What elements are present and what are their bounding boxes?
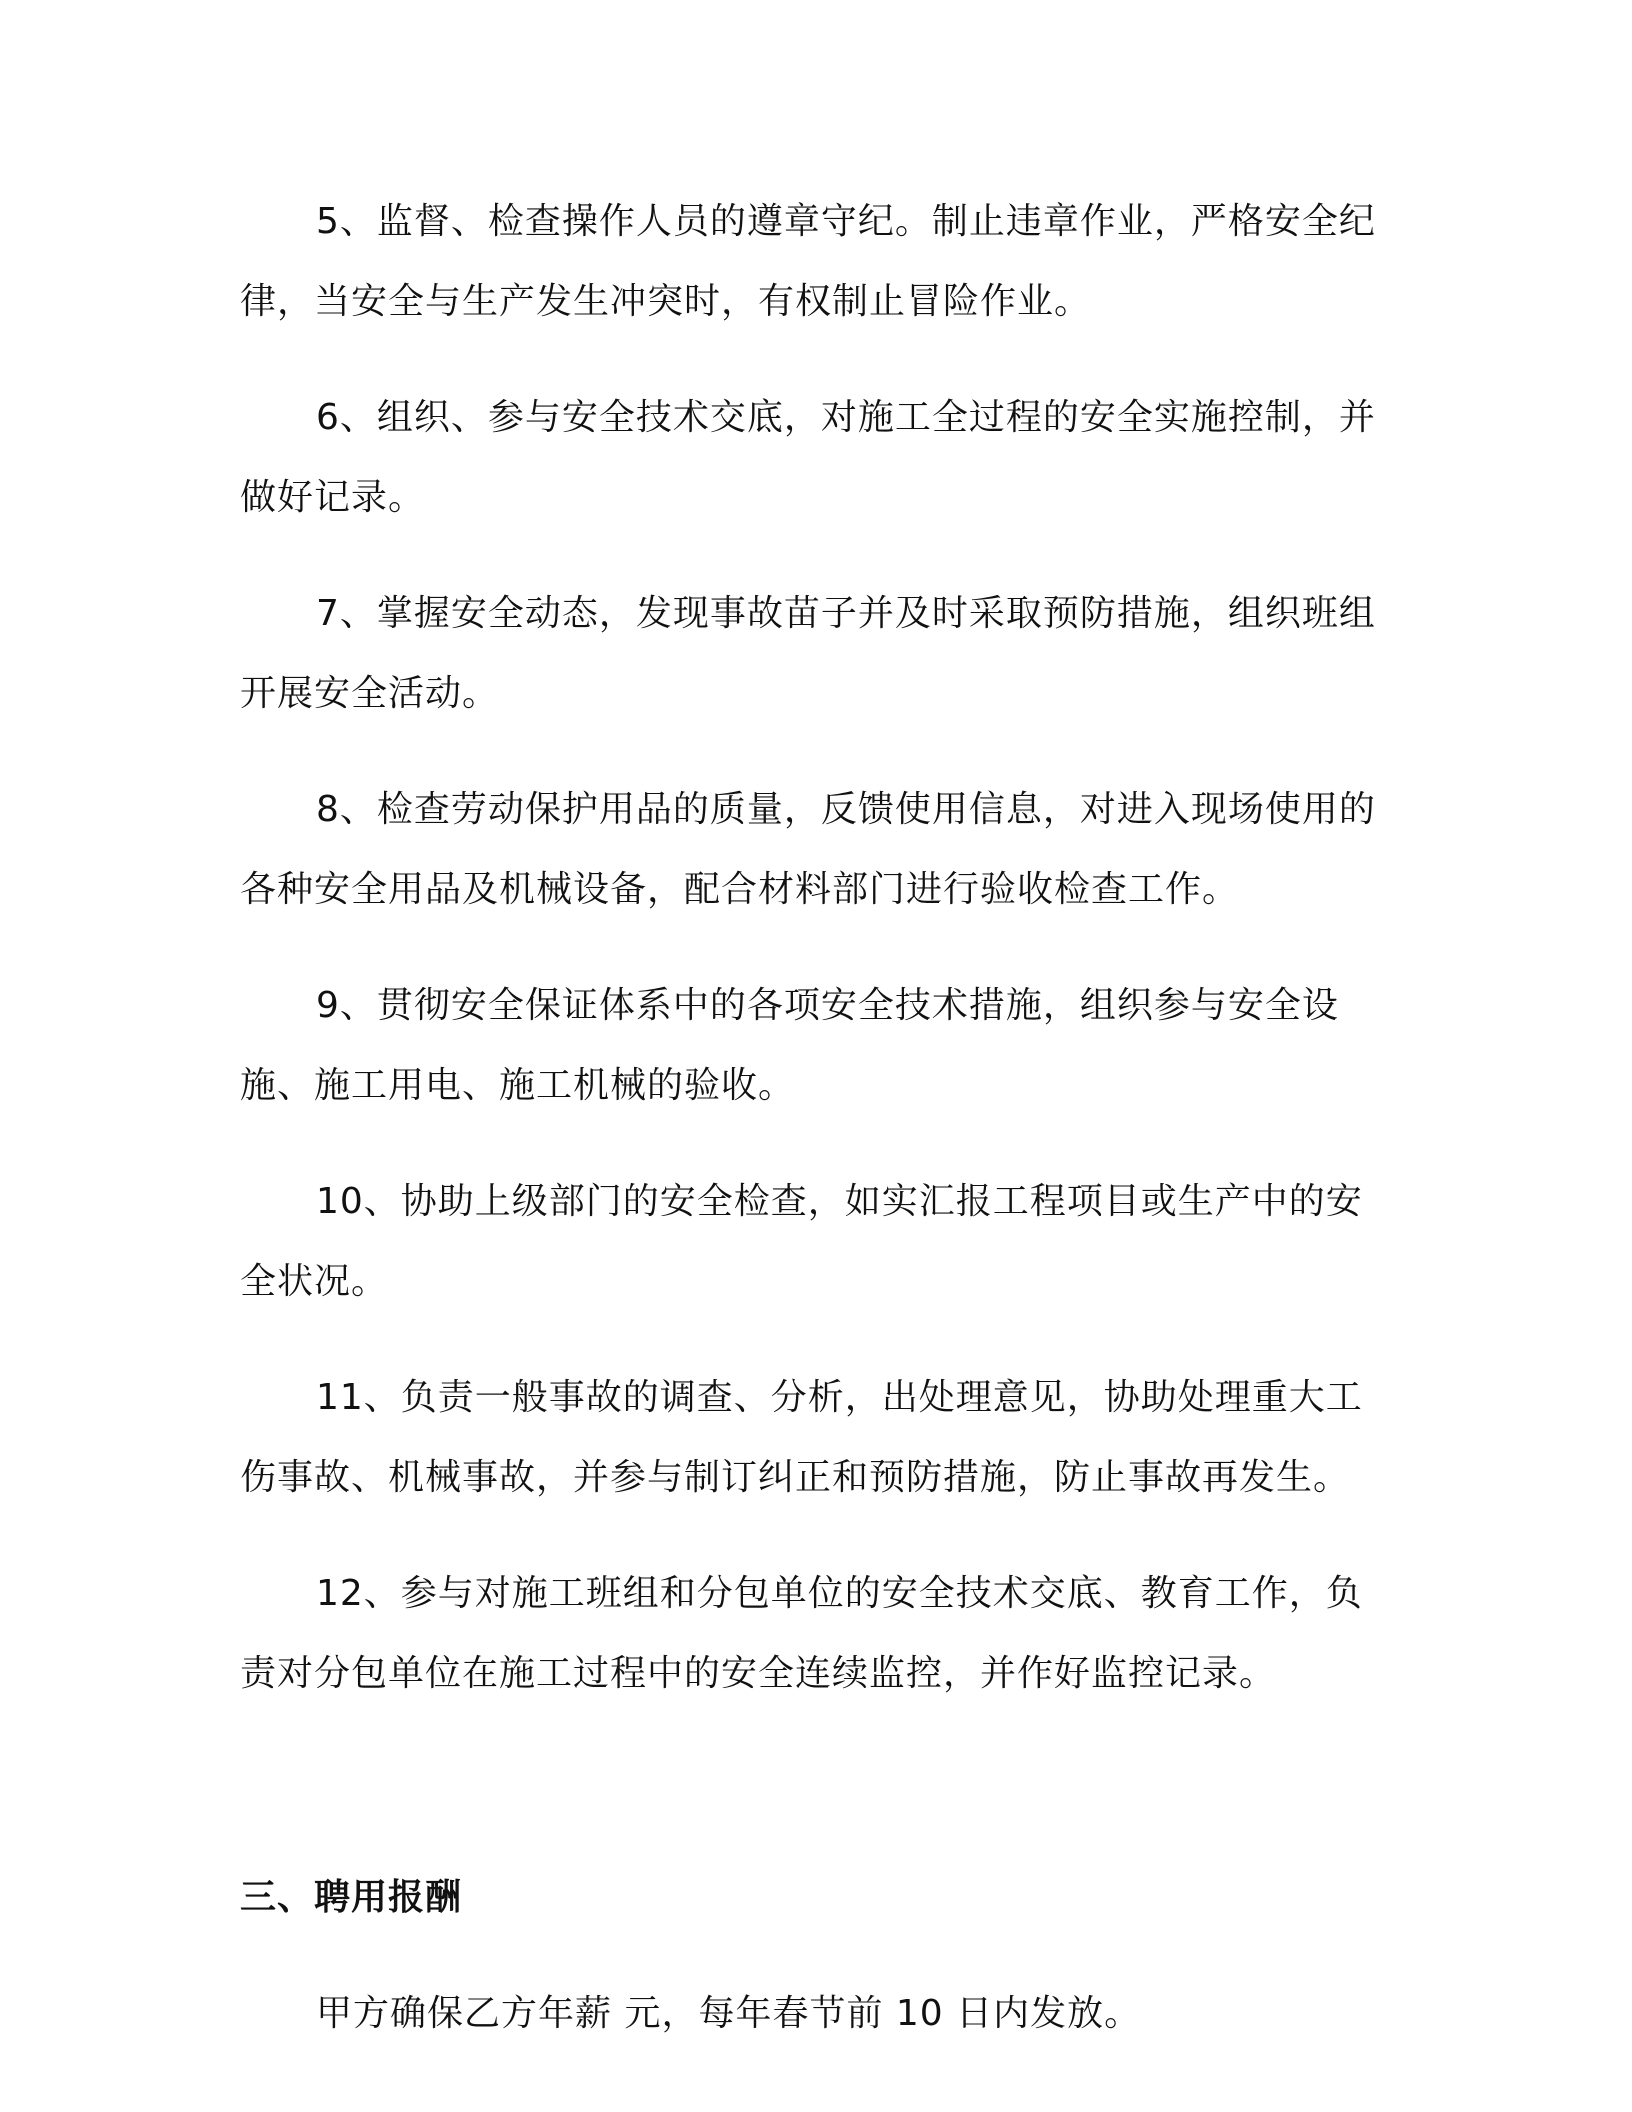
duty-item-9: 9、贯彻安全保证体系中的各项安全技术措施，组织参与安全设施、施工用电、施工机械的验收。	[240, 985, 1339, 1106]
duty-item-12: 12、参与对施工班组和分包单位的安全技术交底、教育工作，负责对分包单位在施工过程中的安全连续监控，并作好监控记录。	[240, 1573, 1363, 1694]
duty-item-10: 10、协助上级部门的安全检查，如实汇报工程项目或生产中的安全状况。	[240, 1181, 1363, 1302]
duty-item-5: 5、监督、检查操作人员的遵章守纪。制止违章作业，严格安全纪律，当安全与生产发生冲突时，有权制止冒险作业。	[240, 201, 1376, 322]
salary-paragraph: 甲方确保乙方年薪 元，每年春节前 10 日内发放。	[316, 1993, 1142, 2034]
duty-item-6: 6、组织、参与安全技术交底，对施工全过程的安全实施控制，并做好记录。	[240, 397, 1376, 518]
section-heading-remuneration: 三、聘用报酬	[240, 1877, 463, 1918]
duty-item-11: 11、负责一般事故的调查、分析，出处理意见，协助处理重大工伤事故、机械事故，并参与制订纠正和预防措施，防止事故再发生。	[240, 1377, 1363, 1498]
duty-item-7: 7、掌握安全动态，发现事故苗子并及时采取预防措施，组织班组开展安全活动。	[240, 593, 1376, 714]
document-content	[240, 182, 1390, 2054]
duty-item-8: 8、检查劳动保护用品的质量，反馈使用信息，对进入现场使用的各种安全用品及机械设备，配合材料部门进行验收检查工作。	[240, 789, 1376, 910]
